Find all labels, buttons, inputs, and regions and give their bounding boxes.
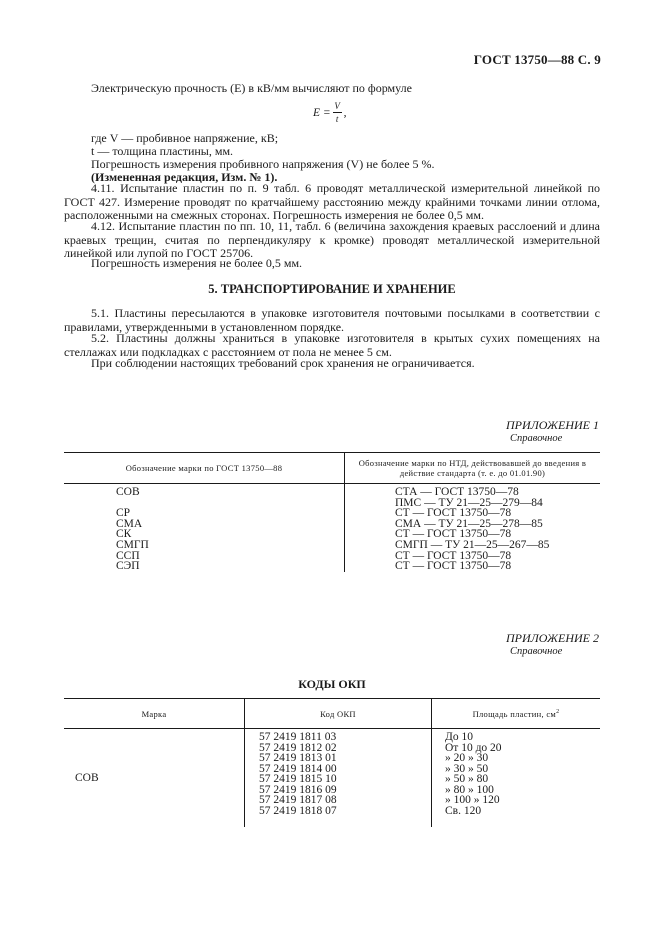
okp-codes-table (64, 698, 600, 827)
paragraph-5-2: 5.2. Пластины должны храниться в упаковке изготовителя в крытых сухих помещениях на стеллажах или подкладках с расстоянием от пола не менее 5 см. (64, 331, 600, 359)
grade-column (64, 484, 345, 572)
paragraph-5-1: 5.1. Пластины пересылаются в упаковке изготовителя почтовыми посылками в соответствии с правилами, утвержденными в установленном порядке. (64, 306, 600, 334)
formula-fraction (333, 101, 342, 124)
old-grade-cell: СТ — ГОСТ 13750—78 (395, 549, 512, 562)
area-cell: От 10 до 20 (445, 741, 502, 754)
page-header: ГОСТ 13750—88 С. 9 (473, 52, 601, 67)
old-grade-cell: СТ — ГОСТ 13750—78 (395, 560, 512, 573)
formula (313, 101, 347, 124)
paragraph-5-3: При соблюдении настоящих требований срок хранения не ограничивается. (91, 356, 475, 370)
appendix-1-label (506, 418, 599, 444)
formula-tail: , (343, 106, 347, 119)
appendix-1-title: ПРИЛОЖЕНИЕ 1 (506, 418, 599, 432)
voltage-error: Погрешность измерения пробивного напряжения (V) не более 5 %. (91, 157, 435, 171)
area-unit-exponent: 2 (556, 709, 560, 716)
paragraph-4-12-error: Погрешность измерения не более 0,5 мм. (91, 256, 303, 270)
old-grade-cell: СТА — ГОСТ 13750—78 (395, 486, 519, 498)
grade-cell: СК (116, 528, 132, 541)
grade-cell (116, 498, 344, 509)
okp-code-cell: 57 2419 1814 00 (259, 762, 337, 775)
section-5-title: 5. ТРАНСПОРТИРОВАНИЕ И ХРАНЕНИЕ (208, 282, 456, 296)
table-header-row (64, 453, 600, 484)
formula-lhs: E = (313, 106, 331, 119)
area-cell: » 30 » 50 (445, 762, 489, 775)
grade-cell: СЭП (116, 560, 140, 573)
area-cell: » 50 » 80 (445, 773, 489, 785)
col-header-okp-code: Код ОКП (245, 699, 432, 729)
area-cell: » 100 » 120 (445, 794, 500, 806)
revision-note: (Измененная редакция, Изм. № 1). (91, 170, 278, 184)
col-header-grade: Обозначение марки по ГОСТ 13750—88 (64, 453, 345, 484)
grade-cell: СОВ (64, 729, 245, 828)
old-grade-cell: СТ — ГОСТ 13750—78 (395, 528, 512, 541)
grade-cell: ССП (116, 549, 140, 562)
col-header-grade: Марка (64, 699, 245, 729)
area-cell: Св. 120 (445, 804, 482, 817)
appendix-2-title: ПРИЛОЖЕНИЕ 2 (506, 631, 599, 645)
okp-code-cell: 57 2419 1812 02 (259, 741, 337, 754)
okp-code-column (245, 729, 432, 828)
area-cell: » 20 » 30 (445, 752, 489, 764)
okp-code-cell: 57 2419 1815 10 (259, 773, 337, 785)
okp-code-cell: 57 2419 1811 03 (259, 731, 337, 743)
old-grade-cell: СТ — ГОСТ 13750—78 (395, 507, 512, 520)
table-row (64, 729, 600, 828)
grade-cell: СМГП (116, 538, 149, 551)
okp-codes-title: КОДЫ ОКП (298, 677, 366, 691)
old-grade-cell: СМА — ТУ 21—25—278—85 (395, 517, 543, 530)
grade-cell: СОВ (116, 486, 140, 498)
where-v: где V — пробивное напряжение, кВ; (91, 131, 279, 145)
table-row (64, 484, 600, 572)
formula-denominator: t (335, 114, 339, 124)
okp-code-cell: 57 2419 1818 07 (259, 804, 337, 817)
formula-numerator: V (334, 101, 340, 111)
area-cell: До 10 (445, 731, 473, 743)
area-column (432, 729, 601, 828)
old-grade-cell: ПМС — ТУ 21—25—279—84 (395, 496, 543, 509)
table-header-row (64, 699, 600, 729)
formula-intro: Электрическую прочность (E) в кВ/мм вычисляют по формуле (91, 81, 412, 95)
grade-cell: СР (116, 507, 131, 520)
okp-code-cell: 57 2419 1817 08 (259, 794, 337, 806)
area-cell: » 80 » 100 (445, 783, 494, 796)
okp-code-cell: 57 2419 1816 09 (259, 783, 337, 796)
appendix-2-label (506, 631, 599, 657)
fraction-bar (333, 112, 342, 113)
where-t: t — толщина пластины, мм. (91, 144, 234, 158)
old-grade-column (345, 484, 601, 572)
appendix-2-note: Справочное (510, 646, 563, 657)
paragraph-4-12: 4.12. Испытание пластин по пп. 10, 11, табл. 6 (величина захождения краевых расслоений и длина краевых трещин, считая по перпендикуляру к кромке) проводят металлической измерительной линейкой или лупой по ГОСТ 25706. (64, 219, 600, 261)
col-header-area (432, 699, 601, 729)
appendix-1-note: Справочное (510, 433, 563, 444)
grade-correspondence-table (64, 452, 600, 572)
grade-cell: СМА (116, 517, 143, 530)
paragraph-4-11: 4.11. Испытание пластин по п. 9 табл. 6 проводят металлической измерительной линейкой по ГОСТ 427. Измерение проводят по кратчайшему расстоянию между крайними точками линии отлома, расположенными на смежных сторонах. Погрешность измерения не более 0,5 мм. (64, 181, 600, 223)
col-header-old-grade: Обозначение марки по НТД, действовавшей до введения в действие стандарта (т. е. до 01.01.90) (345, 453, 601, 484)
okp-code-cell: 57 2419 1813 01 (259, 752, 337, 764)
area-header-text: Площадь пластин, см (472, 709, 557, 719)
old-grade-cell: СМГП — ТУ 21—25—267—85 (395, 538, 550, 551)
